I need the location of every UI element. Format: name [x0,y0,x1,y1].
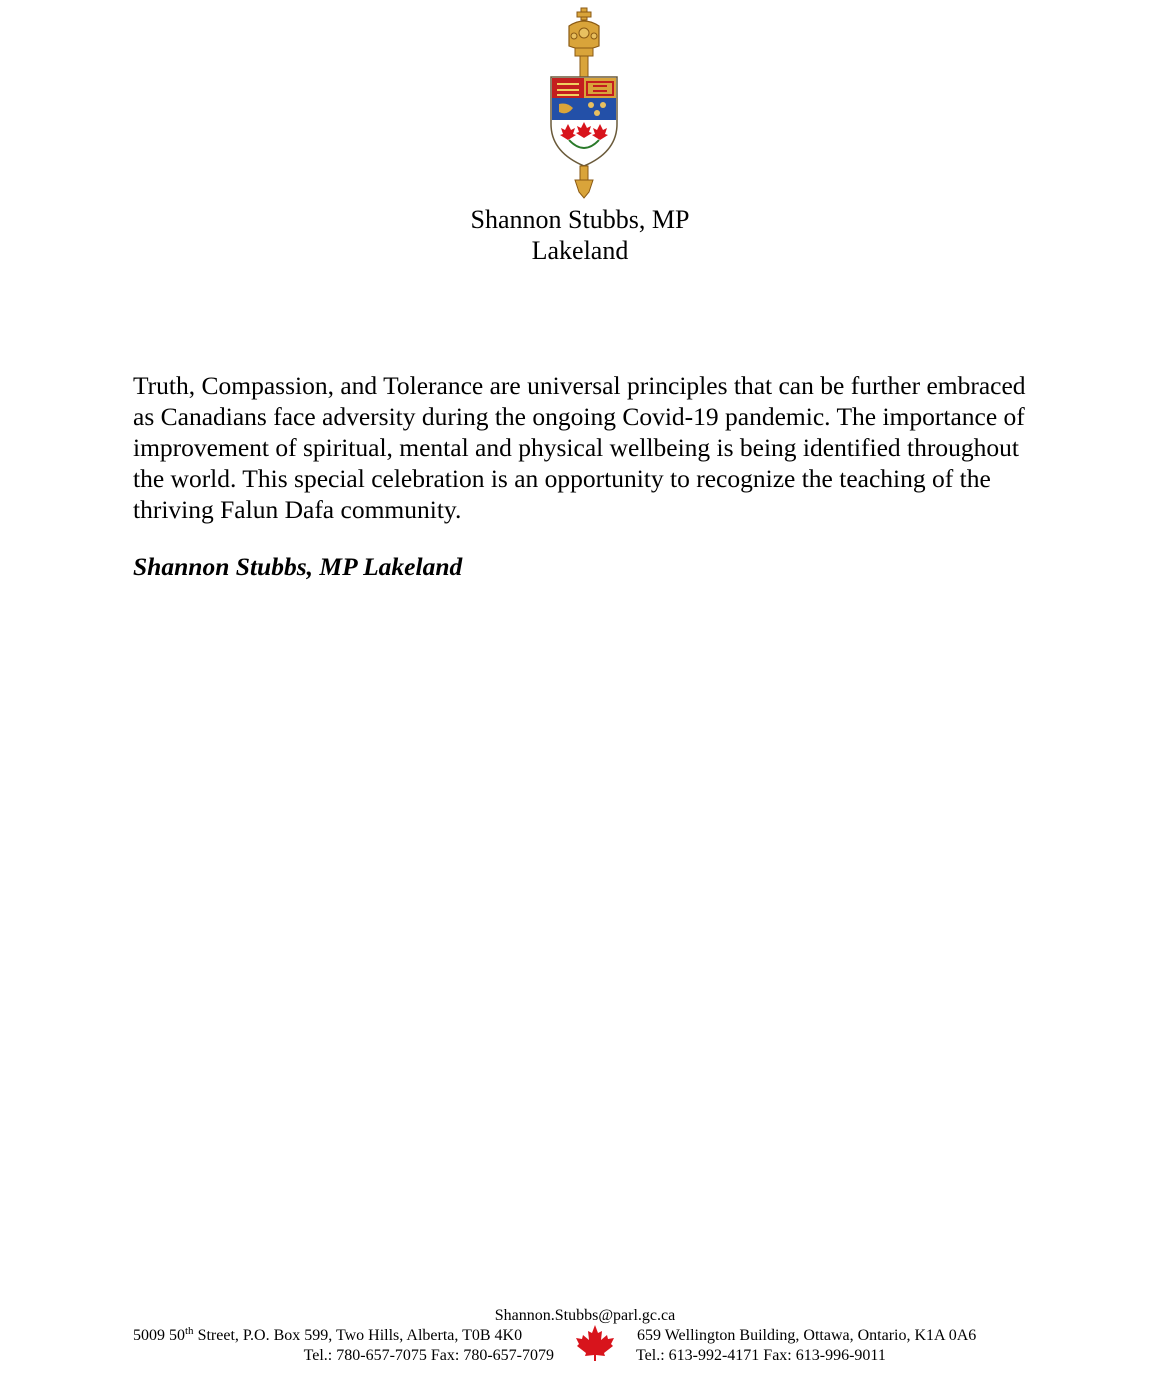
footer-ottawa-phone: Tel.: 613-992-4171 Fax: 613-996-9011 [636,1347,886,1364]
letterhead-riding: Lakeland [531,236,629,265]
footer-email[interactable]: Shannon.Stubbs@parl.gc.ca [494,1307,676,1324]
maple-leaf-icon [575,1324,615,1362]
address-street-number: 5009 50 [133,1327,185,1344]
footer-constituency-phone: Tel.: 780-657-7075 Fax: 780-657-7079 [303,1347,554,1364]
address-rest: Street, P.O. Box 599, Two Hills, Alberta, T0B 4K0 [193,1327,523,1344]
footer-constituency-address [133,1326,522,1346]
signature: Shannon Stubbs, MP Lakeland [133,552,463,581]
statement-paragraph: Truth, Compassion, and Tolerance are universal principles that can be further embraced as Canadians face adversity during the ongoing Covid-19 pandemic. The importance of improvement of spiritual, mental and physical wellbeing is being identified throughout the world. This special celebration is an opportunity to recognize the teaching of the thriving Falun Dafa community. [133,371,1026,524]
letterhead-mp-name: Shannon Stubbs, MP [470,205,690,234]
footer-ottawa-address: 659 Wellington Building, Ottawa, Ontario, K1A 0A6 [637,1327,977,1344]
house-of-commons-crest-icon [545,6,623,200]
address-ordinal-suffix: th [185,1325,194,1337]
